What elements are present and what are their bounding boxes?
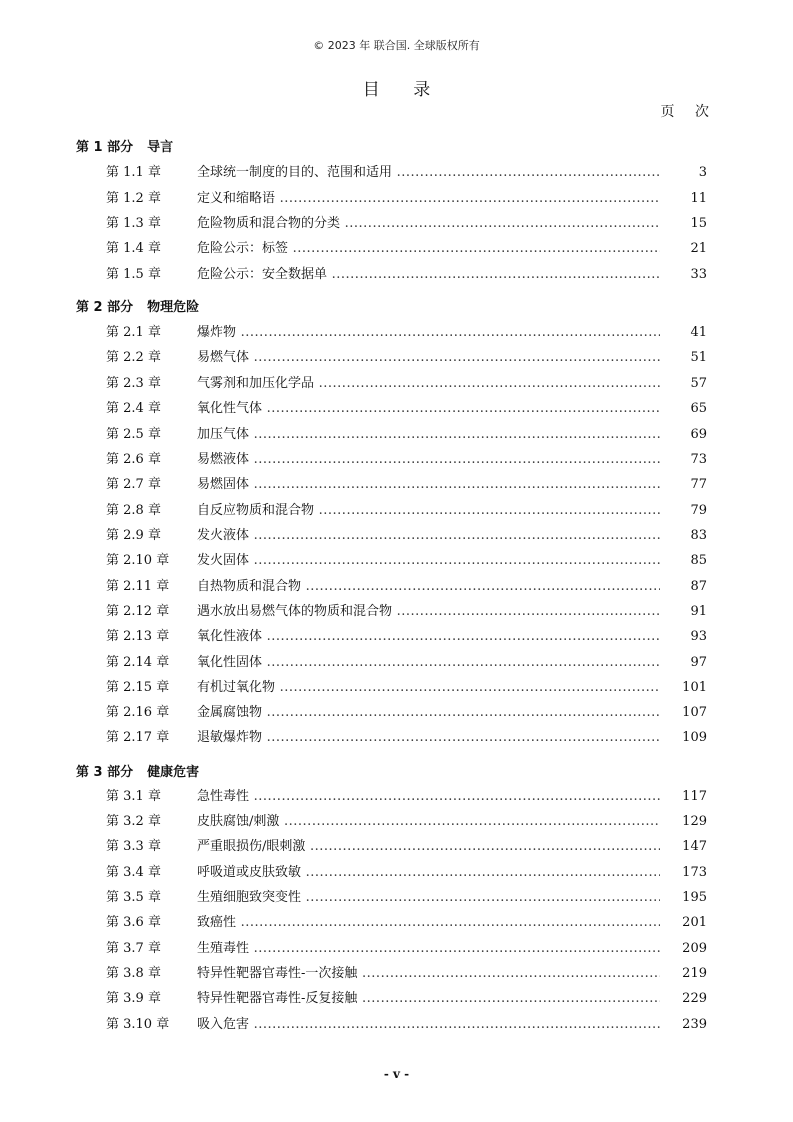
- chapter-title: 气雾剂和加压化学品 .....: [197, 373, 660, 395]
- page-number: 33: [690, 267, 707, 282]
- chapter-title: 皮肤腐蚀/刺激 .....: [197, 811, 660, 833]
- toc-entry[interactable]: [0, 500, 793, 522]
- chapter-number: 第 2.16 章: [106, 705, 170, 720]
- toc-entry[interactable]: [0, 213, 793, 235]
- chapter-title: 致癌性 .....: [197, 912, 660, 934]
- page-number: 69: [690, 427, 707, 442]
- toc-entry[interactable]: [0, 238, 793, 260]
- chapter-title: 危险公示：标签 .....: [197, 238, 660, 260]
- chapter-number: 第 3.1 章: [106, 789, 161, 804]
- part-name: 物理危险: [147, 300, 200, 315]
- toc-entry[interactable]: [0, 811, 793, 833]
- page-number: 219: [682, 966, 707, 981]
- chapter-number: 第 1.3 章: [106, 216, 161, 231]
- toc-entry[interactable]: [0, 188, 793, 210]
- chapter-title: 爆炸物 .....: [197, 322, 660, 344]
- toc-entry[interactable]: [0, 322, 793, 344]
- page-number: 87: [690, 579, 707, 594]
- toc-entry[interactable]: [0, 887, 793, 909]
- part-label: 第 2 部分: [76, 300, 134, 315]
- chapter-title: 特异性靶器官毒性-一次接触 .....: [197, 963, 660, 985]
- toc-entry[interactable]: [0, 727, 793, 749]
- toc-entry[interactable]: [0, 424, 793, 446]
- part-label: 第 3 部分: [76, 765, 134, 780]
- chapter-title: 退敏爆炸物 .....: [197, 727, 660, 749]
- chapter-number: 第 3.8 章: [106, 966, 161, 981]
- page-number: 107: [682, 705, 707, 720]
- chapter-number: 第 3.10 章: [106, 1017, 170, 1032]
- chapter-number: 第 3.3 章: [106, 839, 161, 854]
- page-number: 91: [690, 604, 707, 619]
- chapter-number: 第 3.5 章: [106, 890, 161, 905]
- toc-entry[interactable]: [0, 836, 793, 858]
- page-number: 109: [682, 730, 707, 745]
- toc-entry[interactable]: [0, 474, 793, 496]
- chapter-number: 第 2.2 章: [106, 350, 161, 365]
- page-number: 209: [682, 941, 707, 956]
- chapter-number: 第 3.6 章: [106, 915, 161, 930]
- page-number: 79: [690, 503, 707, 518]
- page-number: 3: [698, 165, 707, 180]
- page-number: 147: [682, 839, 707, 854]
- toc-entry[interactable]: [0, 601, 793, 623]
- chapter-title: 氧化性液体 .....: [197, 626, 660, 648]
- page-column-label: 页 次: [660, 104, 717, 120]
- chapter-title: 危险物质和混合物的分类 .....: [197, 213, 660, 235]
- toc-entry[interactable]: [0, 963, 793, 985]
- toc-entry[interactable]: [0, 347, 793, 369]
- chapter-title: 危险公示：安全数据单 .....: [197, 264, 660, 286]
- page-number: 15: [690, 216, 707, 231]
- page-number: 11: [690, 191, 707, 206]
- page-number: 229: [682, 991, 707, 1006]
- chapter-title: 有机过氧化物 .....: [197, 677, 660, 699]
- chapter-number: 第 2.5 章: [106, 427, 161, 442]
- chapter-title: 急性毒性 .....: [197, 786, 660, 808]
- page-number: 85: [690, 553, 707, 568]
- page-footer-number: - v -: [383, 1067, 410, 1081]
- chapter-title: 生殖毒性 .....: [197, 938, 660, 960]
- chapter-number: 第 2.10 章: [106, 553, 170, 568]
- page-number: 101: [682, 680, 707, 695]
- page-title: 目 录: [362, 80, 445, 100]
- copyright-notice: © 2023 年 联合国. 全球版权所有: [313, 39, 480, 52]
- toc-entry[interactable]: [0, 1014, 793, 1036]
- page-number: 93: [690, 629, 707, 644]
- chapter-title: 特异性靶器官毒性-反复接触 .....: [197, 988, 660, 1010]
- toc-entry[interactable]: [0, 373, 793, 395]
- page-number: 117: [682, 789, 707, 804]
- toc-entry[interactable]: [0, 576, 793, 598]
- chapter-number: 第 2.9 章: [106, 528, 161, 543]
- page-number: 83: [690, 528, 707, 543]
- toc-entry[interactable]: [0, 264, 793, 286]
- toc-entry[interactable]: [0, 550, 793, 572]
- chapter-title: 易燃液体 .....: [197, 449, 660, 471]
- chapter-title: 加压气体 .....: [197, 424, 660, 446]
- page-number: 77: [690, 477, 707, 492]
- chapter-number: 第 2.6 章: [106, 452, 161, 467]
- part-name: 导言: [147, 140, 174, 155]
- page-number: 239: [682, 1017, 707, 1032]
- chapter-title: 全球统一制度的目的、范围和适用 .....: [197, 162, 660, 184]
- chapter-number: 第 2.8 章: [106, 503, 161, 518]
- toc-entry[interactable]: [0, 162, 793, 184]
- toc-entry[interactable]: [0, 988, 793, 1010]
- chapter-number: 第 1.2 章: [106, 191, 161, 206]
- chapter-number: 第 2.15 章: [106, 680, 170, 695]
- chapter-title: 氧化性气体 .....: [197, 398, 660, 420]
- part-heading: [76, 137, 173, 159]
- chapter-title: 自反应物质和混合物 .....: [197, 500, 660, 522]
- chapter-number: 第 1.4 章: [106, 241, 161, 256]
- chapter-title: 生殖细胞致突变性 .....: [197, 887, 660, 909]
- chapter-number: 第 3.9 章: [106, 991, 161, 1006]
- toc-entry[interactable]: [0, 938, 793, 960]
- chapter-title: 严重眼损伤/眼刺激 .....: [197, 836, 660, 858]
- page-number: 51: [690, 350, 707, 365]
- chapter-title: 易燃固体 .....: [197, 474, 660, 496]
- toc-entry[interactable]: [0, 525, 793, 547]
- chapter-title: 遇水放出易燃气体的物质和混合物 .....: [197, 601, 660, 623]
- part-name: 健康危害: [147, 765, 200, 780]
- page-number: 65: [690, 401, 707, 416]
- chapter-number: 第 2.1 章: [106, 325, 161, 340]
- chapter-number: 第 3.4 章: [106, 865, 161, 880]
- chapter-number: 第 2.12 章: [106, 604, 170, 619]
- page-number: 73: [690, 452, 707, 467]
- chapter-title: 吸入危害 .....: [197, 1014, 660, 1036]
- page-number: 41: [690, 325, 707, 340]
- chapter-title: 发火固体 .....: [197, 550, 660, 572]
- chapter-title: 自热物质和混合物 .....: [197, 576, 660, 598]
- toc-entry[interactable]: [0, 652, 793, 674]
- page-number: 195: [682, 890, 707, 905]
- page-number: 173: [682, 865, 707, 880]
- page-number: 97: [690, 655, 707, 670]
- toc-entry[interactable]: [0, 449, 793, 471]
- page-number: 57: [690, 376, 707, 391]
- chapter-number: 第 2.13 章: [106, 629, 170, 644]
- chapter-number: 第 2.7 章: [106, 477, 161, 492]
- chapter-title: 定义和缩略语 .....: [197, 188, 660, 210]
- toc-entry[interactable]: [0, 702, 793, 724]
- chapter-number: 第 3.7 章: [106, 941, 161, 956]
- chapter-number: 第 1.5 章: [106, 267, 161, 282]
- chapter-number: 第 2.4 章: [106, 401, 161, 416]
- toc-entry[interactable]: [0, 626, 793, 648]
- page-number: 201: [682, 915, 707, 930]
- part-heading: [76, 762, 199, 784]
- page-number: 129: [682, 814, 707, 829]
- chapter-title: 氧化性固体 .....: [197, 652, 660, 674]
- toc-entry[interactable]: [0, 786, 793, 808]
- chapter-number: 第 2.14 章: [106, 655, 170, 670]
- chapter-number: 第 1.1 章: [106, 165, 161, 180]
- page-number: 21: [690, 241, 707, 256]
- chapter-title: 金属腐蚀物 .....: [197, 702, 660, 724]
- chapter-title: 发火液体 .....: [197, 525, 660, 547]
- chapter-title: 呼吸道或皮肤致敏 .....: [197, 862, 660, 884]
- chapter-number: 第 2.11 章: [106, 579, 170, 594]
- part-heading: [76, 297, 199, 319]
- toc-entry[interactable]: [0, 677, 793, 699]
- toc-entry[interactable]: [0, 398, 793, 420]
- chapter-number: 第 3.2 章: [106, 814, 161, 829]
- chapter-number: 第 2.3 章: [106, 376, 161, 391]
- toc-entry[interactable]: [0, 862, 793, 884]
- chapter-number: 第 2.17 章: [106, 730, 170, 745]
- chapter-title: 易燃气体 .....: [197, 347, 660, 369]
- toc-entry[interactable]: [0, 912, 793, 934]
- part-label: 第 1 部分: [76, 140, 134, 155]
